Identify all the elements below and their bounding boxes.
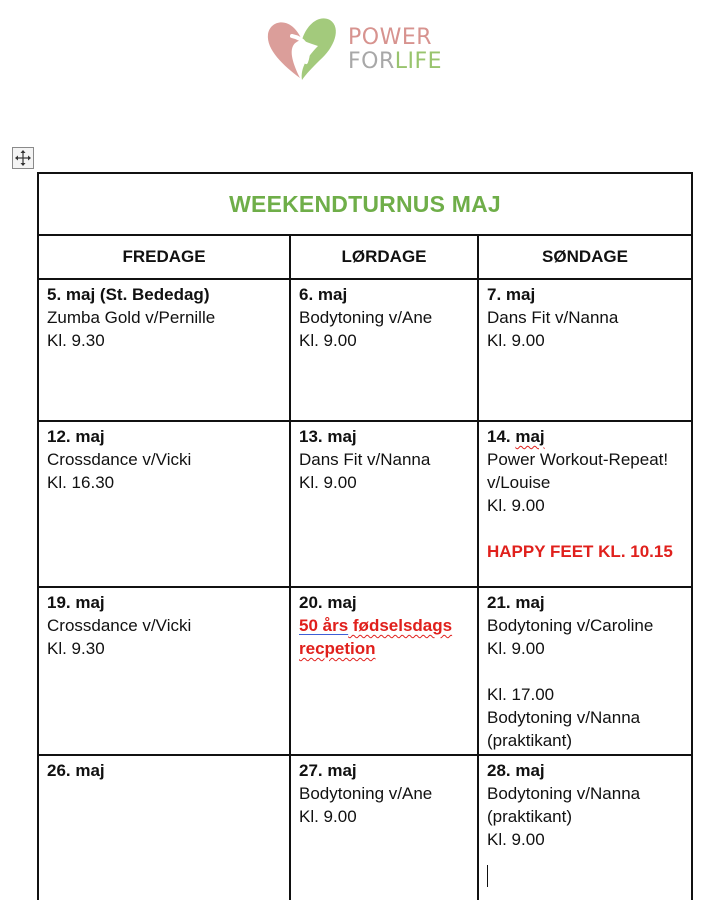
header-sundays: SØNDAGE xyxy=(478,235,692,279)
cell-fri-12-maj xyxy=(38,421,290,587)
power-for-life-logo xyxy=(262,6,462,86)
cell-class: Bodytoning v/Ane xyxy=(299,784,433,803)
cell-sat-6-maj xyxy=(290,279,478,421)
cell-note: (praktikant) xyxy=(487,731,573,750)
cell-time: Kl. 9.00 xyxy=(487,639,545,658)
table-move-handle[interactable] xyxy=(12,147,34,169)
cell-class: Crossdance v/Vicki xyxy=(47,450,192,469)
cell-class: Power Workout-Repeat! xyxy=(487,450,669,469)
cell-class-2: Bodytoning v/Nanna xyxy=(487,708,641,727)
cell-class: Zumba Gold v/Pernille xyxy=(47,308,216,327)
cell-class: Bodytoning v/Ane xyxy=(299,308,433,327)
header-saturdays: LØRDAGE xyxy=(290,235,478,279)
table-row xyxy=(38,421,692,587)
cell-date: 21. maj xyxy=(487,593,545,612)
cell-sun-28-maj[interactable] xyxy=(478,755,692,900)
schedule-table xyxy=(37,172,693,900)
cell-date: 6. maj xyxy=(299,285,348,304)
cell-sat-20-maj xyxy=(290,587,478,755)
cell-sun-7-maj xyxy=(478,279,692,421)
cell-time: Kl. 9.00 xyxy=(299,807,357,826)
cell-sat-13-maj xyxy=(290,421,478,587)
cell-date: 7. maj xyxy=(487,285,536,304)
cell-class: Bodytoning v/Caroline xyxy=(487,616,654,635)
table-title: WEEKENDTURNUS MAJ xyxy=(38,173,692,235)
cell-sun-14-maj xyxy=(478,421,692,587)
cell-fri-26-maj xyxy=(38,755,290,900)
cell-class: Dans Fit v/Nanna xyxy=(299,450,431,469)
birthday-reception-text-2: recpetion xyxy=(299,639,376,658)
move-arrows-icon xyxy=(14,149,32,167)
header-row xyxy=(38,235,692,279)
text-cursor xyxy=(487,865,488,887)
happy-feet-highlight: HAPPY FEET KL. 10.15 xyxy=(487,542,673,561)
cell-date: 28. maj xyxy=(487,761,545,780)
cell-fri-5-maj xyxy=(38,279,290,421)
table-row xyxy=(38,587,692,755)
table-row xyxy=(38,279,692,421)
cell-fri-19-maj xyxy=(38,587,290,755)
cell-class: Bodytoning v/Nanna xyxy=(487,784,641,803)
header-fridays: FREDAGE xyxy=(38,235,290,279)
cell-note: (praktikant) xyxy=(487,807,573,826)
title-row xyxy=(38,173,692,235)
cell-class: Dans Fit v/Nanna xyxy=(487,308,619,327)
cell-date: 13. maj xyxy=(299,427,357,446)
cell-date: 14. maj xyxy=(487,427,545,446)
cell-time: Kl. 9.00 xyxy=(299,473,357,492)
cell-time: Kl. 9.30 xyxy=(47,331,105,350)
birthday-reception-text: 50 års fødselsdags xyxy=(299,616,453,635)
cell-class: Crossdance v/Vicki xyxy=(47,616,192,635)
cell-time: Kl. 16.30 xyxy=(47,473,115,492)
cell-date: 27. maj xyxy=(299,761,357,780)
cell-instructor: v/Louise xyxy=(487,473,551,492)
cell-date: 20. maj xyxy=(299,593,357,612)
cell-time: Kl. 9.00 xyxy=(487,496,545,515)
cell-time-2: Kl. 17.00 xyxy=(487,685,555,704)
cell-date: 19. maj xyxy=(47,593,105,612)
cell-date: 26. maj xyxy=(47,761,105,780)
cell-time: Kl. 9.30 xyxy=(47,639,105,658)
logo-word-power: POWER xyxy=(348,25,433,50)
cell-time: Kl. 9.00 xyxy=(487,331,545,350)
cell-date: 12. maj xyxy=(47,427,105,446)
logo-word-forlife: FORLIFE xyxy=(348,49,443,74)
table-row xyxy=(38,755,692,900)
heart-logo-icon xyxy=(262,6,342,86)
cell-date: 5. maj (St. Bededag) xyxy=(47,285,210,304)
cell-time: Kl. 9.00 xyxy=(299,331,357,350)
cell-time: Kl. 9.00 xyxy=(487,830,545,849)
spellcheck-word: maj xyxy=(515,427,545,446)
cell-sat-27-maj xyxy=(290,755,478,900)
logo-wordmark xyxy=(348,26,442,74)
cell-sun-21-maj xyxy=(478,587,692,755)
